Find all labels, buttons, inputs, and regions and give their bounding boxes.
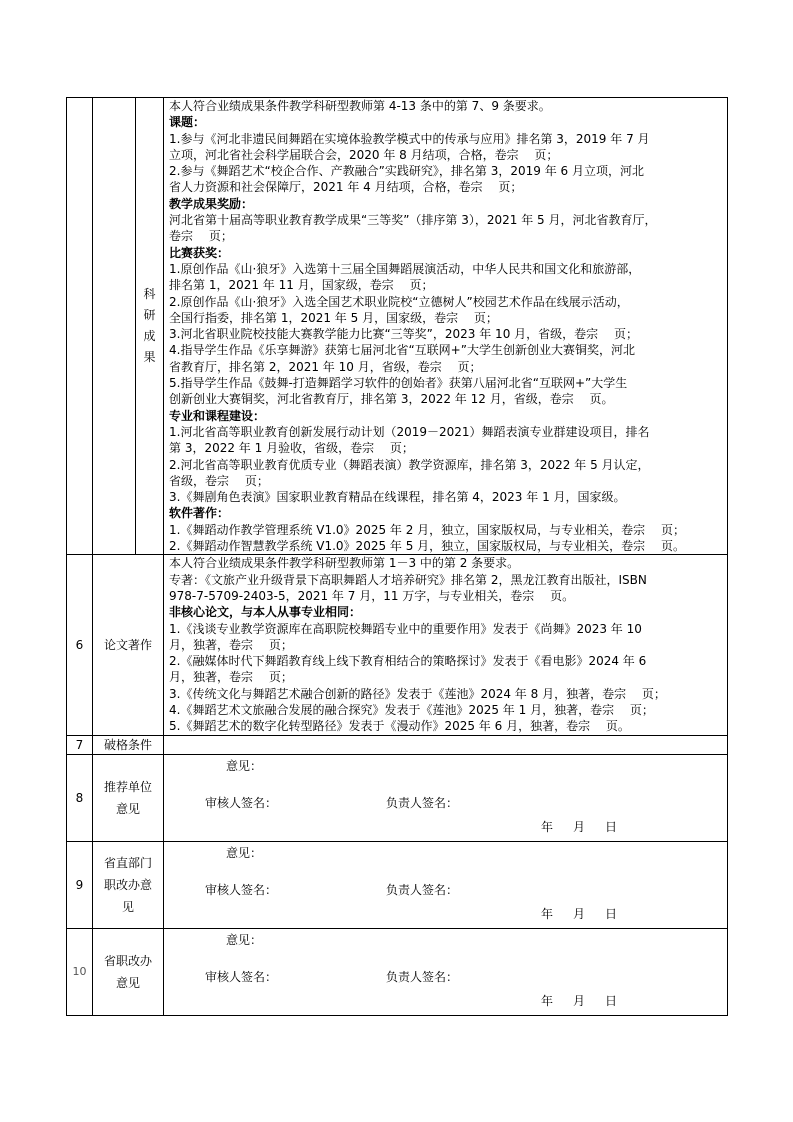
row5-spacer-cell [93, 98, 136, 555]
content-line: 1.《舞蹈动作教学管理系统 V1.0》2025 年 2 月，独立，国家版权局，与专业相关，卷宗 页； [169, 522, 685, 537]
opinion-row-10 [67, 928, 728, 1015]
row8-label-line: 意见 [115, 801, 140, 816]
section-heading: 非核心论文，与本人从事专业相同： [169, 605, 362, 620]
responsible-signature-label: 负责人签名： [386, 969, 459, 984]
content-line: 3.河北省职业院校技能大赛教学能力比赛“三等奖”，2023 年 10 月，省级，卷宗 页； [169, 327, 638, 342]
section-heading: 比赛获奖： [169, 245, 230, 260]
row9-label-line: 职改办意 [103, 877, 152, 892]
section-heading: 专业和课程建设： [169, 408, 266, 423]
content-line: 月，独著，卷宗 页； [169, 637, 293, 652]
application-form-table [66, 97, 728, 1016]
reviewer-signature-label: 审核人签名： [205, 882, 278, 897]
month-label: 月 [573, 819, 586, 834]
row9-num: 9 [67, 841, 93, 928]
content-line: 立项，河北省社会科学届联合会，2020 年 8 月结项，合格，卷宗 页； [169, 147, 559, 162]
content-line: 1.《浅谈专业教学资源库在高职院校舞蹈专业中的重要作用》发表于《尚舞》2023 年 10 [169, 621, 642, 636]
reviewer-signature-label: 审核人签名： [205, 969, 278, 984]
research-content [164, 98, 728, 555]
row9-label [93, 841, 164, 928]
research-label [136, 98, 164, 555]
month-label: 月 [573, 906, 586, 921]
content-line: 河北省第十届高等职业教育教学成果“三等奖”（排序第 3），2021 年 5 月，河北省教育厅， [169, 213, 657, 228]
content-line: 全国行指委，排名第 1，2021 年 5 月，国家级，卷宗 页； [169, 310, 498, 325]
content-line: 第 3，2022 年 1 月验收，省级，卷宗 页； [169, 441, 414, 456]
row6-num: 6 [67, 555, 93, 735]
opinion-label: 意见： [226, 932, 263, 947]
responsible-signature-label: 负责人签名： [386, 882, 459, 897]
papers-row [67, 555, 728, 735]
year-label: 年 [541, 993, 554, 1008]
content-line: 3.《舞剧角色表演》国家职业教育精品在线课程，排名第 4，2023 年 1 月，国家级。 [169, 490, 626, 505]
row9-opinion-area[interactable] [164, 841, 728, 928]
content-line: 2.参与《舞蹈艺术“校企合作、产教融合”实践研究》，排名第 3，2019 年 6 月立项，河北 [169, 164, 644, 179]
content-line: 1.原创作品《山·狼牙》入选第十三届全国舞蹈展演活动，中华人民共和国文化和旅游部， [169, 261, 641, 276]
content-line: 本人符合业绩成果条件教学科研型教师第 1－3 中的第 2 条要求。 [169, 556, 520, 571]
content-line: 月，独著，卷宗 页； [169, 670, 293, 685]
content-line: 本人符合业绩成果条件教学科研型教师第 4-13 条中的第 7、9 条要求。 [169, 99, 551, 113]
content-line: 2.河北省高等职业教育优质专业（舞蹈表演）教学资源库，排名第 3，2022 年 5 月认定， [169, 457, 650, 472]
responsible-signature-label: 负责人签名： [386, 795, 459, 810]
day-label: 日 [605, 993, 618, 1008]
date-line [541, 905, 637, 922]
content-line: 创新创业大赛铜奖，河北省教育厅，排名第 3，2022 年 12 月，省级，卷宗 页。 [169, 392, 614, 407]
row5-num-cell [67, 98, 93, 555]
date-line [541, 992, 637, 1009]
row7-num: 7 [67, 735, 93, 754]
research-label-char: 研 [143, 308, 156, 323]
row8-opinion-area[interactable] [164, 754, 728, 841]
content-line: 5.《舞蹈艺术的数字化转型路径》发表于《漫动作》2025 年 6 月，独著，卷宗 页。 [169, 719, 630, 734]
section-heading: 课题： [169, 115, 206, 130]
content-line: 3.《传统文化与舞蹈艺术融合创新的路径》发表于《莲池》2024 年 8 月，独著，卷宗 页； [169, 686, 666, 701]
year-label: 年 [541, 819, 554, 834]
research-label-char: 成 [143, 329, 156, 344]
exception-content[interactable] [164, 735, 728, 754]
content-line: 4.《舞蹈艺术文旅融合发展的融合探究》发表于《莲池》2025 年 1 月，独著，卷宗 页； [169, 702, 654, 717]
opinion-row-8 [67, 754, 728, 841]
content-line: 4.指导学生作品《乐享舞游》获第七届河北省“互联网+”大学生创新创业大赛铜奖，河北 [169, 343, 635, 358]
date-line [541, 818, 637, 835]
row10-num: 10 [67, 928, 93, 1015]
exception-label: 破格条件 [93, 735, 164, 754]
research-row [67, 98, 728, 555]
row8-num: 8 [67, 754, 93, 841]
row10-label-line: 意见 [115, 975, 140, 990]
content-line: 978-7-5709-2403-5，2021 年 7 月，11 万字，与专业相关，卷宗 页。 [169, 588, 575, 603]
row10-label [93, 928, 164, 1015]
row8-label [93, 754, 164, 841]
content-line: 1.参与《河北非遗民间舞蹈在实境体验教学模式中的传承与应用》排名第 3，2019 年 7 月 [169, 131, 650, 146]
opinion-label: 意见： [226, 758, 263, 773]
year-label: 年 [541, 906, 554, 921]
row9-label-line: 见 [121, 899, 134, 914]
content-line: 5.指导学生作品《鼓舞-打造舞蹈学习软件的创始者》获第八届河北省“互联网+”大学生 [169, 376, 628, 391]
content-line: 省人力资源和社会保障厅，2021 年 4 月结项，合格，卷宗 页； [169, 180, 523, 195]
section-heading: 软件著作： [169, 506, 230, 521]
content-line: 1.河北省高等职业教育创新发展行动计划（2019－2021）舞蹈表演专业群建设项目，排名 [169, 424, 650, 439]
row10-opinion-area[interactable] [164, 928, 728, 1015]
exception-row [67, 735, 728, 754]
content-line: 卷宗 页； [169, 229, 233, 244]
section-heading: 教学成果奖励： [169, 196, 254, 211]
research-label-char: 科 [143, 287, 156, 302]
day-label: 日 [605, 906, 618, 921]
content-line: 专著：《文旅产业升级背景下高职舞蹈人才培养研究》排名第 2，黑龙江教育出版社，ISBN [169, 572, 647, 587]
papers-content [164, 555, 728, 735]
content-line: 排名第 1，2021 年 11 月，国家级，卷宗 页； [169, 278, 434, 293]
content-line: 2.《融媒体时代下舞蹈教育线上线下教育相结合的策略探讨》发表于《看电影》2024 年 6 [169, 654, 647, 669]
opinion-label: 意见： [226, 845, 263, 860]
row9-label-line: 省直部门 [103, 855, 152, 870]
content-line: 2.《舞蹈动作智慧教学系统 V1.0》2025 年 5 月，独立，国家版权局，与专业相关，卷宗 页。 [169, 539, 685, 554]
row10-label-line: 省职改办 [103, 953, 152, 968]
day-label: 日 [605, 819, 618, 834]
reviewer-signature-label: 审核人签名： [205, 795, 278, 810]
opinion-row-9 [67, 841, 728, 928]
content-line: 省教育厅，排名第 2，2021 年 10 月，省级，卷宗 页； [169, 359, 482, 374]
month-label: 月 [573, 993, 586, 1008]
content-line: 2.原创作品《山·狼牙》入选全国艺术职业院校“立德树人”校园艺术作品在线展示活动， [169, 294, 629, 309]
papers-label: 论文著作 [93, 555, 164, 735]
research-label-char: 果 [143, 350, 156, 365]
row8-label-line: 推荐单位 [103, 779, 152, 794]
content-line: 省级，卷宗 页； [169, 473, 269, 488]
